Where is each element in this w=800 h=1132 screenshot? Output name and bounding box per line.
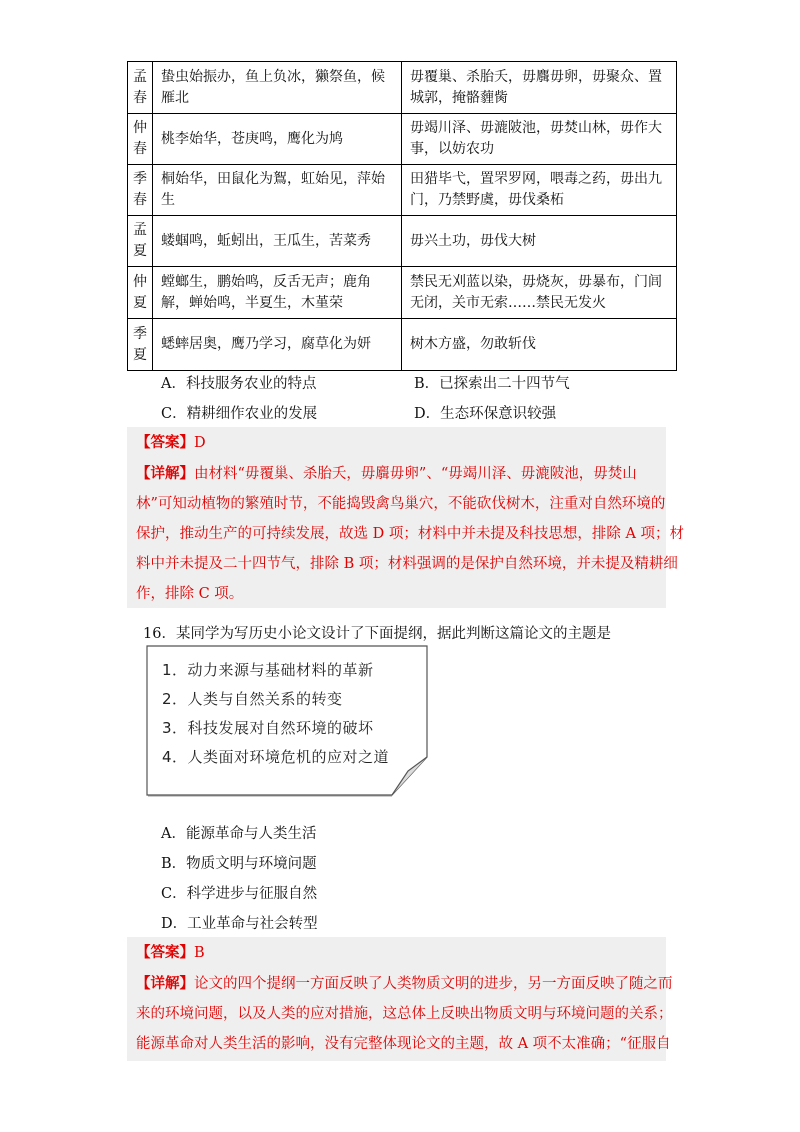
- detail-text: 由材料“毋覆巢、杀胎夭，毋麛毋卵”、“毋竭川泽、毋漉陂池，毋焚山: [194, 466, 637, 482]
- rules-cell: 毋兴土功，毋伐大树: [402, 216, 677, 267]
- phenology-cell: 桃李始华，苍庚鸣，鹰化为鸠: [153, 114, 402, 165]
- answer-tag: 【答案】: [136, 944, 194, 961]
- outline-item-4: 4．人类面对环境危机的应对之道: [162, 748, 390, 766]
- answer-value: D: [194, 435, 206, 451]
- table-row: [128, 62, 677, 114]
- season-cell: 季春: [128, 165, 153, 216]
- rules-cell: 禁民无刈蓝以染，毋烧灰，毋暴布，门闾无闭，关市无索……禁民无发火: [402, 267, 677, 319]
- table-row: [128, 319, 677, 371]
- q15-detail-line-4: 料中并未提及二十四节气，排除 B 项；材料强调的是保护自然环境，并未提及精耕细: [136, 556, 678, 572]
- seasonal-rules-table: [127, 61, 677, 371]
- answer-tag: 【答案】: [136, 434, 194, 451]
- q15-option-a: A．科技服务农业的特点: [161, 376, 317, 392]
- q15-option-d: D．生态环保意识较强: [414, 406, 557, 422]
- answer-value: B: [194, 945, 205, 961]
- q15-answer-line: [136, 431, 660, 452]
- detail-tag: 【详解】: [136, 465, 194, 482]
- outline-item-1: 1．动力来源与基础材料的革新: [162, 661, 374, 679]
- season-cell: 仲夏: [128, 267, 153, 319]
- phenology-cell: 蛰虫始振办，鱼上负冰，獭祭鱼，候雁北: [153, 62, 402, 114]
- phenology-cell: 蝼蝈鸣，蚯蚓出，王瓜生，苦菜秀: [153, 216, 402, 267]
- q15-detail-line-3: 保护，推动生产的可持续发展，故选 D 项；材料中并未提及科技思想，排除 A 项；材: [136, 526, 685, 542]
- detail-text: 论文的四个提纲一方面反映了人类物质文明的进步，另一方面反映了随之而: [194, 976, 673, 992]
- q15-option-c: C．精耕细作农业的发展: [161, 406, 318, 422]
- table-row: [128, 114, 677, 165]
- q15-detail-line-2: 林”可知动植物的繁殖时节，不能捣毁禽鸟巢穴，不能砍伐树木，注重对自然环境的: [136, 496, 666, 512]
- rules-cell: 毋覆巢、杀胎夭，毋麛毋卵，毋聚众、置城郭，掩骼薶胔: [402, 62, 677, 114]
- q15-option-b: B．已探索出二十四节气: [414, 376, 570, 392]
- q16-option-d: D．工业革命与社会转型: [161, 916, 318, 932]
- season-cell: 仲春: [128, 114, 153, 165]
- q15-detail-line-5: 作，排除 C 项。: [136, 586, 244, 602]
- rules-cell: 田猎毕弋，置罘罗网，喂毒之药，毋出九门，乃禁野虞，毋伐桑柘: [402, 165, 677, 216]
- q16-answer-block: [127, 937, 673, 1061]
- phenology-cell: 蟋蟀居奥，鹰乃学习，腐草化为妍: [153, 319, 402, 371]
- phenology-cell: 桐始华，田鼠化为鴽，虹始见，萍始生: [153, 165, 402, 216]
- detail-tag: 【详解】: [136, 975, 194, 992]
- q15-answer-block: [127, 427, 685, 608]
- rules-cell: 毋竭川泽、毋漉陂池，毋焚山林，毋作大事，以妨农功: [402, 114, 677, 165]
- table-row: [128, 165, 677, 216]
- outline-item-2: 2．人类与自然关系的转变: [162, 690, 343, 708]
- season-cell: 孟春: [128, 62, 153, 114]
- outline-item-3: 3．科技发展对自然环境的破坏: [162, 719, 374, 737]
- q16-answer-line: [136, 941, 660, 962]
- q16-detail-line-1: [136, 972, 673, 993]
- q16-outline-card: [146, 645, 430, 799]
- q16-stem: 16．某同学为写历史小论文设计了下面提纲，据此判断这篇论文的主题是: [143, 626, 611, 642]
- table-row: [128, 216, 677, 267]
- q16-detail-line-3: 能源革命对人类生活的影响，没有完整体现论文的主题，故 A 项不太准确；“征服自: [136, 1036, 671, 1052]
- q16-detail-line-2: 来的环境问题，以及人类的应对措施，这总体上反映出物质文明与环境问题的关系；: [136, 1006, 673, 1022]
- q16-option-b: B．物质文明与环境问题: [161, 856, 317, 872]
- season-cell: 孟夏: [128, 216, 153, 267]
- rules-cell: 树木方盛，勿敢斩伐: [402, 319, 677, 371]
- q16-option-a: A．能源革命与人类生活: [161, 826, 317, 842]
- season-cell: 季夏: [128, 319, 153, 371]
- q15-detail-line-1: [136, 462, 660, 483]
- table-row: [128, 267, 677, 319]
- q16-option-c: C．科学进步与征服自然: [161, 886, 318, 902]
- phenology-cell: 螳螂生，鹏始鸣，反舌无声；鹿角解，蝉始鸣，半夏生，木堇荣: [153, 267, 402, 319]
